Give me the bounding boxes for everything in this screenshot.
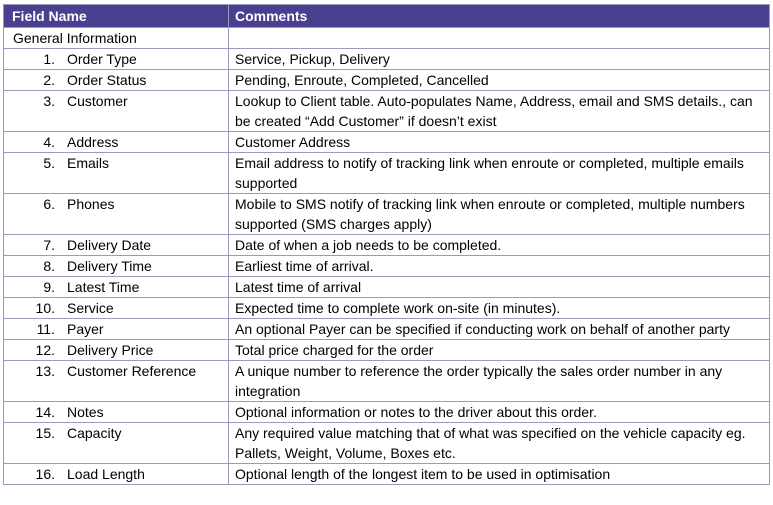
field-name-cell	[4, 153, 229, 194]
field-name: Capacity	[67, 425, 122, 441]
field-name: Order Type	[67, 51, 137, 67]
field-name-cell	[4, 464, 229, 485]
field-name-cell	[4, 277, 229, 298]
field-table	[3, 4, 770, 485]
field-name-cell	[4, 340, 229, 361]
table-row	[4, 91, 770, 132]
field-name: Notes	[67, 404, 104, 420]
field-name: Load Length	[67, 466, 145, 482]
field-name: Phones	[67, 196, 115, 212]
field-name: Delivery Price	[67, 342, 154, 358]
section-comment	[229, 28, 770, 49]
table-row	[4, 361, 770, 402]
row-number: 1.	[43, 51, 55, 67]
field-name: Customer Reference	[67, 363, 197, 379]
comment-cell: Any required value matching that of what was specified on the vehicle capacity eg. Pallets, Weight, Volume, Boxes etc.	[229, 423, 770, 464]
field-name-cell	[4, 235, 229, 256]
row-number: 16.	[35, 466, 55, 482]
row-number: 6.	[43, 196, 55, 212]
comment-cell: Earliest time of arrival.	[229, 256, 770, 277]
field-name-cell	[4, 423, 229, 464]
row-number: 4.	[43, 134, 55, 150]
table-row	[4, 464, 770, 485]
field-name-cell	[4, 256, 229, 277]
table-row	[4, 235, 770, 256]
field-name-cell	[4, 132, 229, 153]
row-number: 2.	[43, 72, 55, 88]
comment-cell: Date of when a job needs to be completed.	[229, 235, 770, 256]
row-number: 15.	[35, 425, 55, 441]
table-row	[4, 194, 770, 235]
table-row	[4, 298, 770, 319]
comment-cell: Email address to notify of tracking link when enroute or completed, multiple emails supported	[229, 153, 770, 194]
comment-cell: Mobile to SMS notify of tracking link when enroute or completed, multiple numbers supported (SMS charges apply)	[229, 194, 770, 235]
row-number: 14.	[35, 404, 55, 420]
field-name-cell	[4, 402, 229, 423]
field-name-cell	[4, 319, 229, 340]
table-row	[4, 423, 770, 464]
field-name: Payer	[67, 321, 104, 337]
field-name-cell	[4, 70, 229, 91]
row-number: 7.	[43, 237, 55, 253]
table-row	[4, 256, 770, 277]
field-name-cell	[4, 194, 229, 235]
comment-cell: Lookup to Client table. Auto-populates Name, Address, email and SMS details., can be created “Add Customer” if doesn’t exist	[229, 91, 770, 132]
comments-header: Comments	[229, 5, 770, 28]
table-row	[4, 402, 770, 423]
field-name: Address	[67, 134, 119, 150]
field-name-cell	[4, 91, 229, 132]
table-row	[4, 153, 770, 194]
header-row	[4, 5, 770, 28]
section-row	[4, 28, 770, 49]
comment-cell: A unique number to reference the order typically the sales order number in any integration	[229, 361, 770, 402]
comment-cell: Latest time of arrival	[229, 277, 770, 298]
table-row	[4, 277, 770, 298]
row-number: 11.	[36, 321, 55, 337]
row-number: 13.	[35, 363, 55, 379]
row-number: 5.	[43, 155, 55, 171]
table-row	[4, 70, 770, 91]
row-number: 12.	[35, 342, 55, 358]
row-number: 9.	[43, 279, 55, 295]
comment-cell: Total price charged for the order	[229, 340, 770, 361]
comment-cell: An optional Payer can be specified if conducting work on behalf of another party	[229, 319, 770, 340]
comment-cell: Customer Address	[229, 132, 770, 153]
table-row	[4, 132, 770, 153]
field-name: Latest Time	[67, 279, 140, 295]
field-name: Delivery Date	[67, 237, 152, 253]
field-name: Emails	[67, 155, 110, 171]
section-label: General Information	[4, 28, 229, 49]
row-number: 8.	[43, 258, 55, 274]
field-name: Delivery Time	[67, 258, 152, 274]
comment-cell: Optional length of the longest item to be used in optimisation	[229, 464, 770, 485]
field-name: Order Status	[67, 72, 147, 88]
comment-cell: Pending, Enroute, Completed, Cancelled	[229, 70, 770, 91]
comment-cell: Expected time to complete work on-site (in minutes).	[229, 298, 770, 319]
table-row	[4, 49, 770, 70]
field-name: Customer	[67, 93, 128, 109]
field-name-cell	[4, 361, 229, 402]
field-name-header: Field Name	[4, 5, 229, 28]
field-name: Service	[67, 300, 114, 316]
row-number: 3.	[43, 93, 55, 109]
row-number: 10.	[35, 300, 55, 316]
table-row	[4, 319, 770, 340]
table-row	[4, 340, 770, 361]
field-name-cell	[4, 298, 229, 319]
field-name-cell	[4, 49, 229, 70]
comment-cell: Optional information or notes to the driver about this order.	[229, 402, 770, 423]
comment-cell: Service, Pickup, Delivery	[229, 49, 770, 70]
